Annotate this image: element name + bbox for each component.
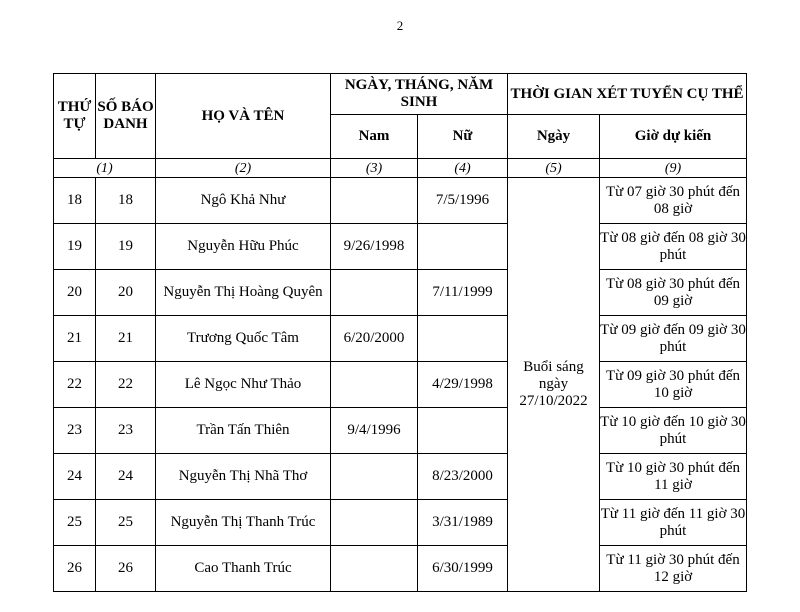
full-name-cell: Nguyễn Thị Thanh Trúc xyxy=(156,500,331,546)
dob-male-cell xyxy=(331,454,418,500)
candidate-schedule-table xyxy=(53,73,747,592)
dob-male-cell xyxy=(331,362,418,408)
column-index-2: (2) xyxy=(156,159,331,178)
time-slot-cell: Từ 09 giờ đến 09 giờ 30 phút xyxy=(600,316,747,362)
full-name-cell: Cao Thanh Trúc xyxy=(156,546,331,592)
order-cell: 25 xyxy=(54,500,96,546)
time-slot-cell: Từ 08 giờ đến 08 giờ 30 phút xyxy=(600,224,747,270)
full-name-cell: Nguyễn Thị Hoàng Quyên xyxy=(156,270,331,316)
full-name-cell: Trần Tấn Thiên xyxy=(156,408,331,454)
candidate-number-cell: 19 xyxy=(96,224,156,270)
time-slot-cell: Từ 11 giờ đến 11 giờ 30 phút xyxy=(600,500,747,546)
dob-female-cell xyxy=(418,224,508,270)
header-schedule: THỜI GIAN XÉT TUYỂN CỤ THỂ xyxy=(508,74,747,115)
dob-male-cell xyxy=(331,500,418,546)
time-slot-cell: Từ 10 giờ đến 10 giờ 30 phút xyxy=(600,408,747,454)
column-index-1: (1) xyxy=(54,159,156,178)
time-slot-cell: Từ 11 giờ 30 phút đến 12 giờ xyxy=(600,546,747,592)
dob-female-cell xyxy=(418,408,508,454)
full-name-cell: Nguyễn Thị Nhã Thơ xyxy=(156,454,331,500)
table-row xyxy=(54,178,747,224)
order-cell: 19 xyxy=(54,224,96,270)
full-name-cell: Lê Ngọc Như Thảo xyxy=(156,362,331,408)
header-candidate-number: SỐ BÁO DANH xyxy=(96,74,156,159)
header-date: Ngày xyxy=(508,115,600,159)
time-slot-cell: Từ 07 giờ 30 phút đến 08 giờ xyxy=(600,178,747,224)
column-index-3: (3) xyxy=(331,159,418,178)
dob-male-cell: 6/20/2000 xyxy=(331,316,418,362)
header-date-of-birth: NGÀY, THÁNG, NĂM SINH xyxy=(331,74,508,115)
column-index-4: (4) xyxy=(418,159,508,178)
candidate-number-cell: 24 xyxy=(96,454,156,500)
dob-male-cell: 9/4/1996 xyxy=(331,408,418,454)
dob-male-cell xyxy=(331,178,418,224)
order-cell: 22 xyxy=(54,362,96,408)
order-cell: 20 xyxy=(54,270,96,316)
table-row xyxy=(54,500,747,546)
column-index-9: (9) xyxy=(600,159,747,178)
header-dob-male: Nam xyxy=(331,115,418,159)
dob-female-cell: 6/30/1999 xyxy=(418,546,508,592)
full-name-cell: Trương Quốc Tâm xyxy=(156,316,331,362)
full-name-cell: Nguyễn Hữu Phúc xyxy=(156,224,331,270)
dob-male-cell xyxy=(331,270,418,316)
dob-male-cell xyxy=(331,546,418,592)
time-slot-cell: Từ 10 giờ 30 phút đến 11 giờ xyxy=(600,454,747,500)
table-row xyxy=(54,316,747,362)
page-number: 2 xyxy=(396,18,404,33)
candidate-number-cell: 26 xyxy=(96,546,156,592)
dob-male-cell: 9/26/1998 xyxy=(331,224,418,270)
dob-female-cell: 8/23/2000 xyxy=(418,454,508,500)
header-order: THỨ TỰ xyxy=(54,74,96,159)
dob-female-cell: 3/31/1989 xyxy=(418,500,508,546)
header-time: Giờ dự kiến xyxy=(600,115,747,159)
candidate-number-cell: 22 xyxy=(96,362,156,408)
order-cell: 23 xyxy=(54,408,96,454)
candidate-number-cell: 21 xyxy=(96,316,156,362)
header-full-name: HỌ VÀ TÊN xyxy=(156,74,331,159)
table-row xyxy=(54,454,747,500)
order-cell: 18 xyxy=(54,178,96,224)
candidate-number-cell: 25 xyxy=(96,500,156,546)
order-cell: 26 xyxy=(54,546,96,592)
time-slot-cell: Từ 09 giờ 30 phút đến 10 giờ xyxy=(600,362,747,408)
session-date-cell: Buổi sáng ngày 27/10/2022 xyxy=(508,178,600,592)
order-cell: 24 xyxy=(54,454,96,500)
table-row xyxy=(54,546,747,592)
dob-female-cell: 7/5/1996 xyxy=(418,178,508,224)
table-row xyxy=(54,362,747,408)
order-cell: 21 xyxy=(54,316,96,362)
full-name-cell: Ngô Khả Như xyxy=(156,178,331,224)
time-slot-cell: Từ 08 giờ 30 phút đến 09 giờ xyxy=(600,270,747,316)
candidate-number-cell: 20 xyxy=(96,270,156,316)
candidate-number-cell: 23 xyxy=(96,408,156,454)
dob-female-cell xyxy=(418,316,508,362)
table-row xyxy=(54,270,747,316)
candidate-number-cell: 18 xyxy=(96,178,156,224)
dob-female-cell: 4/29/1998 xyxy=(418,362,508,408)
table-row xyxy=(54,408,747,454)
column-index-5: (5) xyxy=(508,159,600,178)
dob-female-cell: 7/11/1999 xyxy=(418,270,508,316)
header-dob-female: Nữ xyxy=(418,115,508,159)
table-row xyxy=(54,224,747,270)
